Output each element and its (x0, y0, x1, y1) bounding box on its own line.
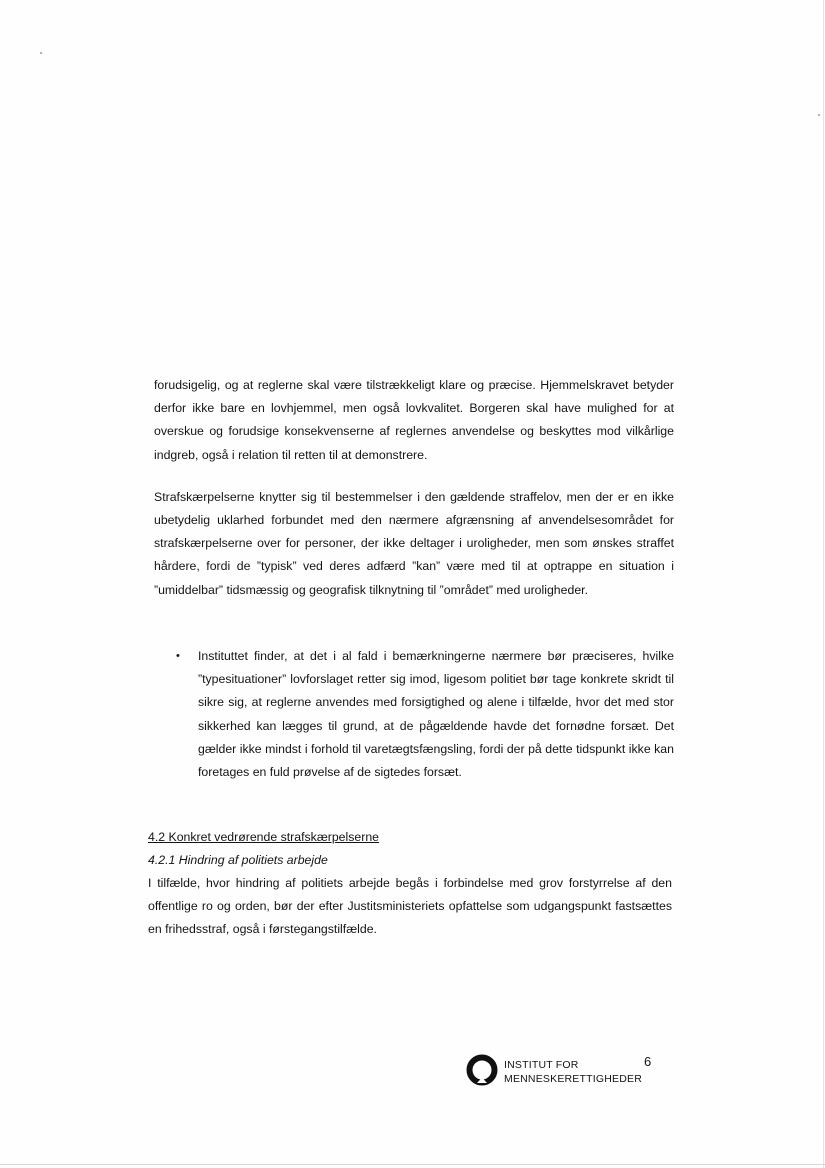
organization-name (504, 1058, 642, 1086)
bullet-text: Instituttet finder, at det i al fald i bemærkningerne nærmere bør præciseres, hvilke ”typesituationer” lovforslaget retter sig imod, ligesom politiet bør tage konkrete skridt til sikre sig, at reglerne anvendes med forsigtighed og alene i tilfælde, hvor det med stor sikkerhed kan lægges til grund, at de pågældende havde det fornødne forsæt. Det gælder ikke mindst i forhold til varetægtsfængsling, fordi der på dette tidspunkt ikke kan foretages en fuld prøvelse af de sigtedes forsæt. (198, 649, 674, 780)
institute-ring-logo-icon (466, 1054, 498, 1086)
bullet-point (176, 645, 674, 784)
page-edge-bottom (0, 1164, 825, 1165)
organization-name-line: MENNESKERETTIGHEDER (504, 1073, 642, 1085)
body-text (154, 374, 674, 602)
paragraph: Strafskærpelserne knytter sig til bestemmelser i den gældende straffelov, men der er en ikke ubetydelig uklarhed forbundet med den nærmere afgrænsning af anvendelsesområdet for strafskærpelserne over for personer, der ikke deltager i uroligheder, men som ønskes straffet hårdere, fordi de ”typisk” ved deres adfærd ”kan” være med til at optrappe en situation i ”umiddelbar” tidsmæssig og geografisk tilknytning til ”området” med uroligheder. (154, 489, 674, 597)
page-number: 6 (644, 1054, 652, 1069)
scan-speck (818, 114, 820, 116)
subsection-heading: 4.2.1 Hindring af politiets arbejde (148, 853, 328, 867)
section-4-2 (148, 826, 672, 941)
paragraph: forudsigelig, og at reglerne skal være tilstrækkeligt klare og præcise. Hjemmelskravet betyder derfor ikke bare en lovhjemmel, men også lovkvalitet. Borgeren skal have mulighed for at overskue og forudsige konsekvenserne af reglernes anvendelse og beskyttes mod vilkårlige indgreb, også i relation til retten til at demonstrere. (154, 378, 674, 462)
section-heading: 4.2 Konkret vedrørende strafskærpelserne (148, 830, 380, 844)
bullet-marker: • (176, 650, 180, 662)
organization-name-line: INSTITUT FOR (504, 1059, 579, 1071)
page-edge-right (823, 0, 824, 1168)
section-paragraph: I tilfælde, hvor hindring af politiets arbejde begås i forbindelse med grov forstyrrelse af den offentlige ro og orden, bør der efter Justitsministeriets opfattelse som udgangspunkt fastsættes en frihedsstraf, også i førstegangstilfælde. (148, 876, 672, 936)
scan-speck (40, 52, 42, 54)
